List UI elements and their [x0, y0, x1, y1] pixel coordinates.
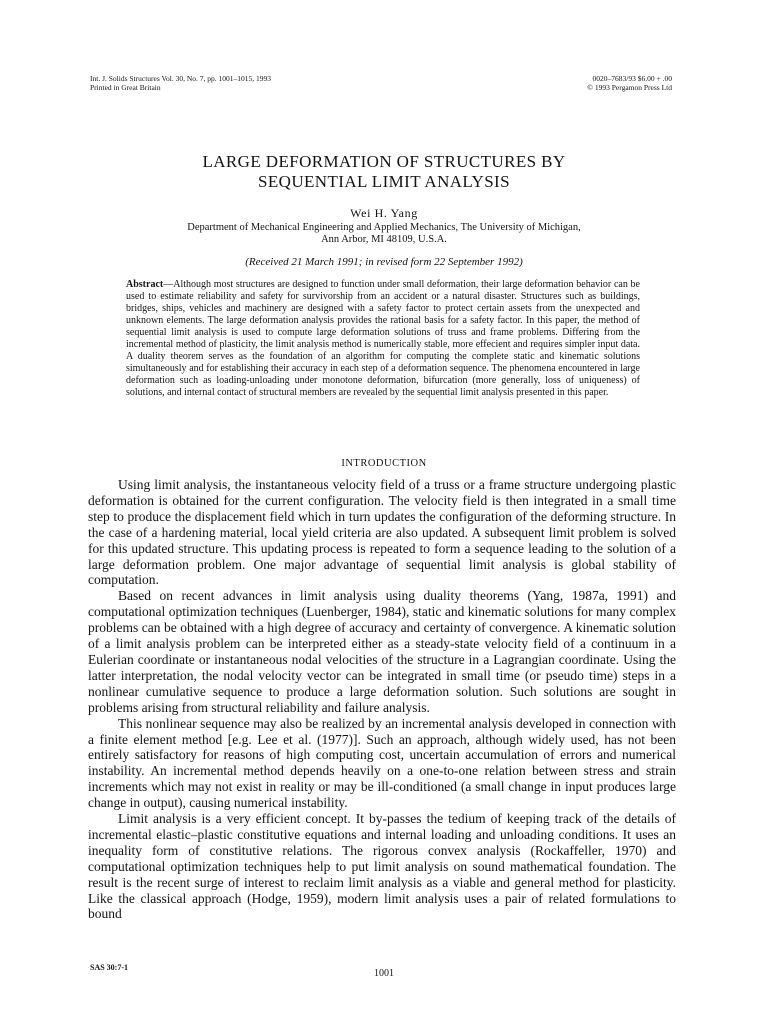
- paragraph-4: Limit analysis is a very efficient concept. It by-passes the tedium of keeping track of the details of incremental elastic–plastic constitutive equations and internal loading and unloading conditions. It uses an inequality form of constitutive relations. The rigorous convex analysis (Rockaffeller, 1970) and computational optimization techniques help to put limit analysis on sound mathematical foundation. The result is the recent surge of interest to reclaim limit analysis as a viable and general method for plasticity. Like the classical approach (Hodge, 1959), modern limit analysis uses a pair of related formulations to bound: [88, 811, 676, 922]
- running-header-left: [90, 74, 271, 92]
- body-text: [88, 477, 676, 922]
- affiliation-line-2: Ann Arbor, MI 48109, U.S.A.: [321, 234, 447, 245]
- author-name: Wei H. Yang: [350, 206, 418, 220]
- printed-in: Printed in Great Britain: [90, 83, 161, 92]
- title-line-2: SEQUENTIAL LIMIT ANALYSIS: [258, 172, 510, 191]
- footer-code: SAS 30:7-1: [90, 963, 129, 972]
- paper-title: [0, 152, 768, 192]
- page-number: 1001: [374, 968, 394, 979]
- paragraph-2: Based on recent advances in limit analysis using duality theorems (Yang, 1987a, 1991) and computational optimization techniques (Luenberger, 1984), static and kinematic solutions for many complex problems can be obtained with a high degree of accuracy and certainty of convergence. A kinematic solution of a limit analysis problem can be interpreted either as a steady-state velocity field of a continuum in a Eulerian coordinate or instantaneous nodal velocities of the structure in a Lagrangian coordinate. Using the latter interpretation, the nodal velocity vector can be integrated in small time (or pseudo time) steps in a nonlinear cumulative sequence to produce a large deformation solution. Such solutions are sought in problems arising from structural reliability and failure analysis.: [88, 588, 676, 715]
- abstract: [126, 279, 640, 399]
- paragraph-1: Using limit analysis, the instantaneous velocity field of a truss or a frame structure undergoing plastic deformation is obtained for the current configuration. The velocity field is then integrated in a small time step to produce the displacement field which in turn updates the configuration of the deforming structure. In the case of a hardening material, local yield criteria are also updated. A subsequent limit problem is solved for this updated structure. This updating process is repeated to form a sequence leading to the solution of a large deformation problem. One major advantage of sequential limit analysis is global stability of computation.: [88, 477, 676, 588]
- paragraph-3: This nonlinear sequence may also be realized by an incremental analysis developed in connection with a finite element method [e.g. Lee et al. (1977)]. Such an approach, although widely used, has not been entirely satisfactory for reasons of high computing cost, uncertain accumulation of errors and numerical instability. An incremental method depends heavily on a one-to-one relation between stress and strain increments which may not exist in reality or may be ill-conditioned (a small change in input produces large change in output), causing numerical instability.: [88, 715, 676, 811]
- copyright: © 1993 Pergamon Press Ltd: [587, 83, 672, 92]
- article-code: 0020–7683/93 $6.00 + .00: [592, 74, 672, 83]
- running-header-right: [587, 74, 672, 92]
- abstract-label: Abstract: [126, 279, 164, 290]
- affiliation: [0, 222, 768, 246]
- title-line-1: LARGE DEFORMATION OF STRUCTURES BY: [202, 152, 566, 171]
- affiliation-line-1: Department of Mechanical Engineering and Applied Mechanics, The University of Michigan,: [187, 222, 581, 233]
- received-dates: (Received 21 March 1991; in revised form 22 September 1992): [245, 256, 523, 268]
- journal-citation: Int. J. Solids Structures Vol. 30, No. 7, pp. 1001–1015, 1993: [90, 74, 271, 83]
- abstract-text: —Although most structures are designed to function under small deformation, their large deformation behavior can be used to estimate reliability and safety for survivorship from an accident or a natural disaster. Structures such as buildings, bridges, ships, vehicles and machinery are designed with a safety factor to protect certain assets from the unexpected and unknown elements. The large deformation analysis provides the rational basis for a safety factor. In this paper, the method of sequential limit analysis is used to compute large deformation solutions of truss and frame problems. Differing from the incremental method of plasticity, the limit analysis method is numerically stable, more effecient and requires simpler input data. A duality theorem serves as the foundation of an algorithm for computing the complete static and kinematic solutions simultaneously and for establishing their accuracy in each step of a deformation sequence. The phenomena encountered in large deformation such as loading-unloading under monotone deformation, bifurcation (more generally, loss of uniqueness) of solutions, and internal contact of structural members are revealed by the sequential limit analysis presented in this paper.: [126, 279, 640, 399]
- section-heading: INTRODUCTION: [341, 458, 427, 469]
